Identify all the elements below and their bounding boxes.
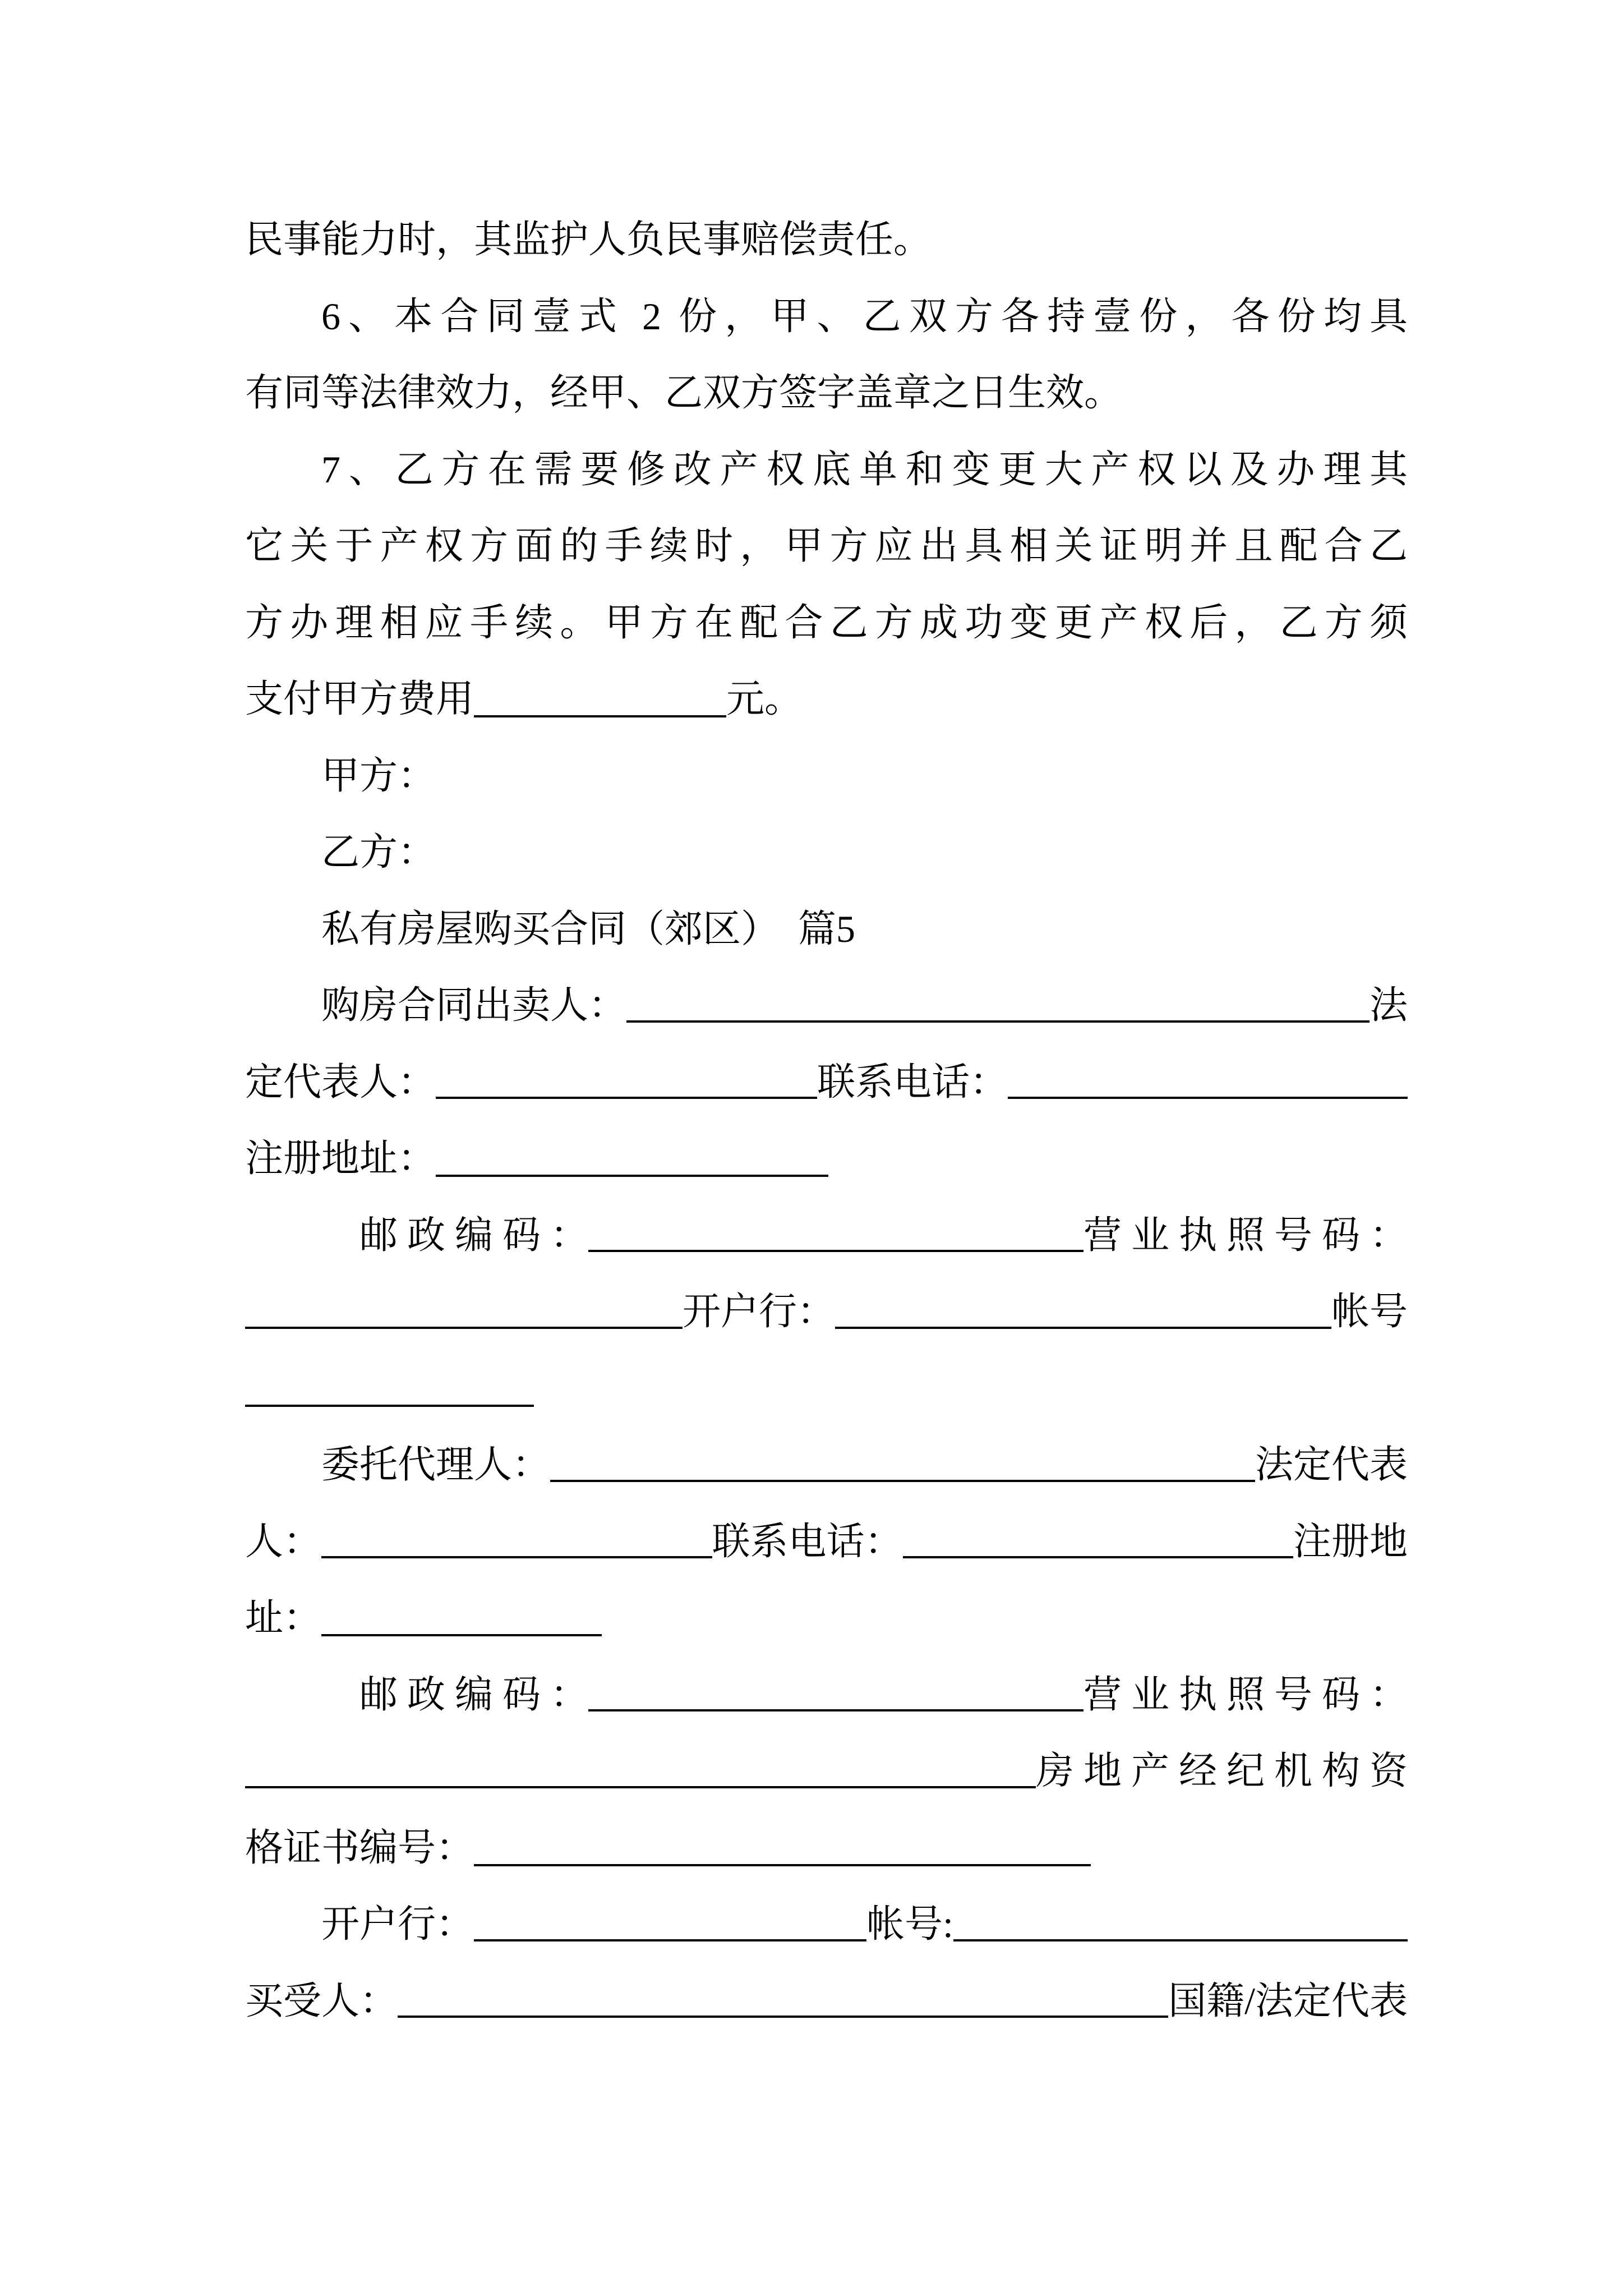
blank-field	[245, 1327, 683, 1329]
text-run: 邮 政 编 码 ：	[359, 1673, 589, 1716]
text-line	[245, 1427, 1408, 1503]
blank-field	[321, 1634, 602, 1636]
text-line	[245, 738, 1408, 815]
text-run: 私有房屋购买合同（郊区） 篇5	[321, 907, 856, 950]
text-line	[245, 1197, 1408, 1274]
text-run: 它关于产权方面的手续时，甲方应出具相关证明并且配合乙	[245, 524, 1408, 567]
text-run: 帐号:	[866, 1903, 953, 1945]
blank-field	[245, 1405, 534, 1407]
text-line	[245, 508, 1408, 585]
text-run: 注册地	[1293, 1520, 1408, 1563]
text-run: 房 地 产 经 纪 机 构 资	[1035, 1750, 1408, 1792]
text-run: 注册地址：	[245, 1137, 436, 1180]
text-run: 6、本合同壹式 2 份，甲、乙双方各持壹份，各份均具	[321, 295, 1408, 338]
text-line	[245, 1350, 1408, 1427]
text-run: 开户行：	[683, 1290, 836, 1333]
text-run: 有同等法律效力，经甲、乙双方签字盖章之日生效。	[245, 371, 1123, 414]
blank-field	[321, 1556, 712, 1558]
blank-field	[588, 1709, 1083, 1711]
text-line	[245, 1580, 1408, 1657]
text-line	[245, 431, 1408, 508]
blank-field	[436, 1097, 817, 1099]
text-line	[245, 1657, 1408, 1733]
text-run: 开户行：	[321, 1903, 474, 1945]
text-line	[245, 1120, 1408, 1197]
text-line	[245, 1273, 1408, 1350]
text-line	[245, 1886, 1408, 1963]
text-line	[245, 355, 1408, 431]
text-line	[245, 1503, 1408, 1580]
blank-field	[1008, 1097, 1408, 1099]
text-run: 人：	[245, 1520, 322, 1563]
blank-field	[953, 1939, 1408, 1941]
text-run: 方办理相应手续。甲方在配合乙方成功变更产权后，乙方须	[245, 601, 1408, 644]
blank-field	[550, 1480, 1255, 1482]
document-body[interactable]	[245, 201, 1408, 2039]
text-run: 买受人：	[245, 1979, 398, 2022]
text-run: 定代表人：	[245, 1060, 436, 1103]
text-run: 民事能力时，其监护人负民事赔偿责任。	[245, 218, 932, 261]
text-run: 联系电话：	[712, 1520, 903, 1563]
blank-field	[588, 1250, 1083, 1252]
blank-field	[474, 1939, 866, 1941]
blank-field	[835, 1327, 1331, 1329]
text-line	[245, 814, 1408, 891]
text-line	[245, 1810, 1408, 1887]
blank-field	[903, 1556, 1293, 1558]
text-run: 联系电话：	[817, 1060, 1008, 1103]
text-line	[245, 278, 1408, 355]
text-run: 格证书编号：	[245, 1826, 474, 1869]
blank-field	[626, 1020, 1370, 1023]
text-run: 法	[1369, 984, 1408, 1027]
text-run: 帐号	[1331, 1290, 1408, 1333]
text-run: 乙方：	[321, 831, 436, 873]
text-run: 甲方：	[321, 754, 436, 797]
text-run: 营 业 执 照 号 码 ：	[1083, 1673, 1408, 1716]
text-run: 购房合同出卖人：	[321, 984, 627, 1027]
text-run: 7、乙方在需要修改产权底单和变更大产权以及办理其	[321, 448, 1408, 491]
text-run: 营 业 执 照 号 码 ：	[1083, 1213, 1408, 1257]
text-line	[245, 661, 1408, 738]
text-line	[245, 891, 1408, 968]
blank-field	[474, 1864, 1091, 1866]
text-line	[245, 1963, 1408, 2040]
blank-field	[398, 2016, 1168, 2018]
text-run: 邮 政 编 码 ：	[359, 1213, 589, 1257]
text-line	[245, 1733, 1408, 1810]
text-line	[245, 967, 1408, 1044]
text-run: 元。	[726, 678, 803, 720]
text-line	[245, 201, 1408, 278]
text-run: 法定代表	[1255, 1443, 1408, 1486]
text-run: 支付甲方费用	[245, 678, 474, 720]
text-run: 委托代理人：	[321, 1443, 551, 1486]
blank-field	[474, 715, 726, 717]
text-run: 址：	[245, 1596, 322, 1639]
text-line	[245, 1044, 1408, 1121]
text-run: 国籍/法定代表	[1168, 1979, 1408, 2022]
text-line	[245, 585, 1408, 661]
blank-field	[436, 1175, 828, 1177]
blank-field	[245, 1786, 1036, 1788]
